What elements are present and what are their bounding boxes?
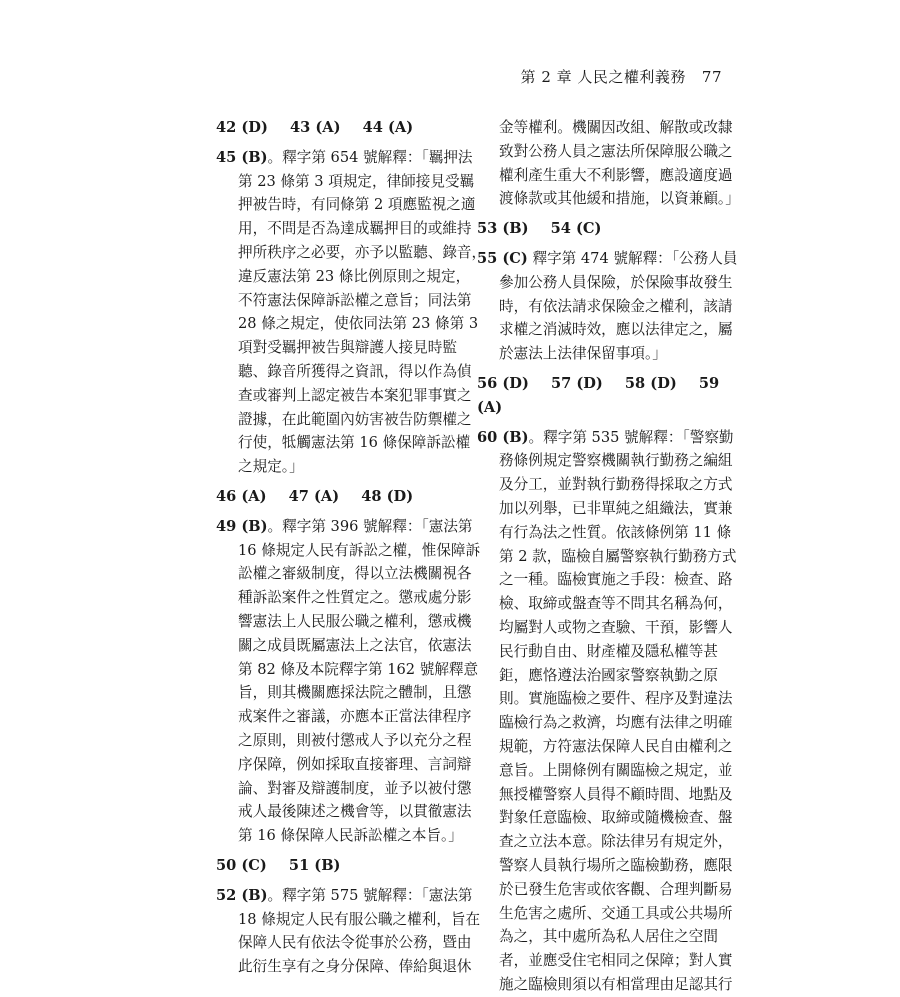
text-line: 。釋字第 396 號解釋：「憲法第 bbox=[267, 517, 473, 535]
text-line: 行使，牴觸憲法第 16 條保障訴訟權 bbox=[238, 434, 471, 452]
answer-60-explanation bbox=[477, 426, 737, 997]
text-line: 第 23 條第 3 項規定，律師接見受羈 bbox=[238, 172, 475, 190]
text-line: 之原則，則被付懲戒人予以充分之程 bbox=[238, 731, 472, 749]
text-line: 則。實施臨檢之要件、程序及對違法 bbox=[499, 690, 733, 708]
text-line: 種訴訟案件之性質定之。懲戒處分影 bbox=[238, 589, 472, 607]
answer-49-explanation bbox=[216, 515, 481, 848]
text-line: 保障人民有依法令從事於公務，暨由 bbox=[238, 934, 472, 952]
text-line: 者，並應受住宅相同之保障；對人實 bbox=[499, 952, 733, 970]
text-line: 對象任意臨檢、取締或隨機檢查、盤 bbox=[499, 809, 733, 827]
chapter-title: 第 2 章 人民之權利義務 bbox=[520, 68, 686, 86]
text-line: 押被告時，有同條第 2 項應監視之適 bbox=[238, 196, 476, 214]
text-line: 釋字第 474 號解釋：「公務人員 bbox=[532, 249, 738, 267]
text-line: 旨，則其機關應採法院之體制，且懲 bbox=[238, 684, 472, 702]
answer-57: 57 (D) bbox=[550, 374, 603, 392]
answer-52-continued bbox=[477, 116, 740, 211]
text-line: 時，有依法請求保險金之權利，該請 bbox=[499, 297, 733, 315]
text-line: 第 82 條及本院釋字第 162 號解釋意 bbox=[238, 660, 479, 678]
answer-55-explanation bbox=[477, 247, 738, 366]
text-line: 查或審判上認定被告本案犯罪事實之 bbox=[238, 386, 472, 404]
text-line: 項對受羈押被告與辯護人接見時監 bbox=[238, 339, 457, 357]
text-line: 聽、錄音所獲得之資訊，得以作為偵 bbox=[238, 362, 472, 380]
answer-45-explanation bbox=[216, 146, 487, 479]
text-line: 均屬對人或物之查驗、干預，影響人 bbox=[499, 618, 733, 636]
answer-45: 45 (B) bbox=[216, 148, 268, 166]
answer-51: 51 (B) bbox=[288, 856, 341, 874]
answer-44: 44 (A) bbox=[362, 119, 414, 136]
text-line: 加以列舉，已非單純之組織法，實兼 bbox=[499, 499, 733, 517]
answer-42: 42 (D) bbox=[216, 119, 268, 136]
text-line: 之規定。」 bbox=[238, 458, 304, 476]
text-line: 檢、取締或盤查等不問其名稱為何， bbox=[499, 595, 733, 613]
text-line: 關之成員既屬憲法上之法官，依憲法 bbox=[238, 636, 472, 654]
answer-60: 60 (B) bbox=[477, 428, 529, 446]
text-line: 訟權之審級制度，得以立法機關視各 bbox=[238, 565, 472, 583]
answer-55: 55 (C) bbox=[477, 249, 528, 267]
text-line: 參加公務人員保險，於保險事故發生 bbox=[499, 273, 733, 291]
answer-row-46-48 bbox=[216, 485, 468, 509]
text-line: 於憲法上法律保留事項。」 bbox=[499, 345, 667, 363]
text-line: 臨檢行為之救濟，均應有法律之明確 bbox=[499, 714, 733, 732]
text-line: 鉅，應恪遵法治國家警察執勤之原 bbox=[499, 666, 718, 684]
text-line: 。釋字第 654 號解釋：「羈押法 bbox=[267, 148, 473, 166]
answer-52: 52 (B) bbox=[216, 886, 268, 904]
text-line: 有行為法之性質。依該條例第 11 條 bbox=[499, 523, 732, 541]
answer-47: 47 (A) bbox=[288, 487, 340, 505]
text-line: 無授權警察人員得不顧時間、地點及 bbox=[499, 785, 733, 803]
text-line: 施之臨檢則須以有相當理由足認其行 bbox=[499, 975, 733, 993]
text-line: 意旨。上開條例有關臨檢之規定，並 bbox=[499, 761, 733, 779]
answer-50: 50 (C) bbox=[216, 856, 267, 874]
text-line: 18 條規定人民有服公職之權利，旨在 bbox=[238, 910, 481, 928]
text-line: 違反憲法第 23 條比例原則之規定， bbox=[238, 267, 471, 285]
text-line: 於已發生危害或依客觀、合理判斷易 bbox=[499, 880, 733, 898]
answer-46: 46 (A) bbox=[216, 487, 267, 505]
text-line: 。釋字第 575 號解釋：「憲法第 bbox=[267, 886, 473, 904]
text-line: 求權之消滅時效，應以法律定之，屬 bbox=[499, 321, 733, 339]
answer-43: 43 (A) bbox=[289, 119, 341, 136]
text-line: 為之，其中處所為私人居住之空間 bbox=[499, 928, 718, 946]
text-line: 戒人最後陳述之機會等，以貫徹憲法 bbox=[238, 803, 472, 821]
text-line: 規範，方符憲法保障人民自由權利之 bbox=[499, 737, 733, 755]
answer-56: 56 (D) bbox=[477, 374, 529, 392]
answer-row-42-44 bbox=[216, 116, 468, 140]
text-line: 務條例規定警察機關執行勤務之編組 bbox=[499, 452, 733, 470]
answer-49: 49 (B) bbox=[216, 517, 268, 535]
answer-59: 59 (A) bbox=[477, 374, 720, 416]
answer-52-explanation bbox=[216, 884, 481, 979]
text-line: 響憲法上人民服公職之權利，懲戒機 bbox=[238, 612, 472, 630]
answer-48: 48 (D) bbox=[361, 487, 414, 505]
answer-row-56-59 bbox=[477, 372, 731, 420]
text-line: 第 2 款，臨檢自屬警察執行勤務方式 bbox=[499, 547, 737, 565]
text-line: 序保障，例如採取直接審理、言詞辯 bbox=[238, 755, 472, 773]
text-line: 查之立法本意。除法律另有規定外， bbox=[499, 833, 733, 851]
right-column bbox=[477, 116, 740, 997]
text-line: 押所秩序之必要，亦予以監聽、錄音， bbox=[238, 243, 487, 261]
text-line: 第 16 條保障人民訴訟權之本旨。」 bbox=[238, 827, 463, 845]
answer-row-53-54 bbox=[477, 217, 731, 241]
text-line: 28 條之規定，使依同法第 23 條第 3 bbox=[238, 315, 479, 333]
text-line: 戒案件之審議，亦應本正當法律程序 bbox=[238, 708, 472, 726]
answer-row-50-51 bbox=[216, 854, 468, 878]
text-line: 證據，在此範圍內妨害被告防禦權之 bbox=[238, 410, 472, 428]
text-line: 生危害之處所、交通工具或公共場所 bbox=[499, 904, 733, 922]
running-header bbox=[521, 66, 722, 87]
text-line: 金等權利。機關因改組、解散或改隸 bbox=[499, 119, 733, 136]
text-line: 之一種。臨檢實施之手段：檢查、路 bbox=[499, 571, 733, 589]
text-line: 警察人員執行場所之臨檢勤務，應限 bbox=[499, 856, 733, 874]
text-line: 用，不問是否為達成羈押目的或維持 bbox=[238, 220, 472, 238]
text-line: 致對公務人員之憲法所保障服公職之 bbox=[499, 142, 733, 160]
answer-54: 54 (C) bbox=[550, 220, 602, 238]
text-line: 民行動自由、財產權及隱私權等甚 bbox=[499, 642, 718, 660]
text-line: 。釋字第 535 號解釋：「警察勤 bbox=[528, 428, 734, 446]
text-line: 此衍生享有之身分保障、俸給與退休 bbox=[238, 958, 472, 976]
text-line: 權利產生重大不利影響，應設適度過 bbox=[499, 166, 733, 184]
text-line: 渡條款或其他緩和措施，以資兼顧。」 bbox=[499, 190, 740, 208]
answer-58: 58 (D) bbox=[624, 374, 677, 392]
text-line: 不符憲法保障訴訟權之意旨；同法第 bbox=[238, 291, 472, 309]
left-column bbox=[216, 116, 487, 979]
text-line: 論、對審及辯護制度，並予以被付懲 bbox=[238, 779, 472, 797]
answer-53: 53 (B) bbox=[477, 220, 529, 238]
text-line: 及分工，並對執行勤務得採取之方式 bbox=[499, 476, 733, 494]
text-line: 16 條規定人民有訴訟之權，惟保障訴 bbox=[238, 541, 481, 559]
page-number: 77 bbox=[701, 68, 722, 86]
